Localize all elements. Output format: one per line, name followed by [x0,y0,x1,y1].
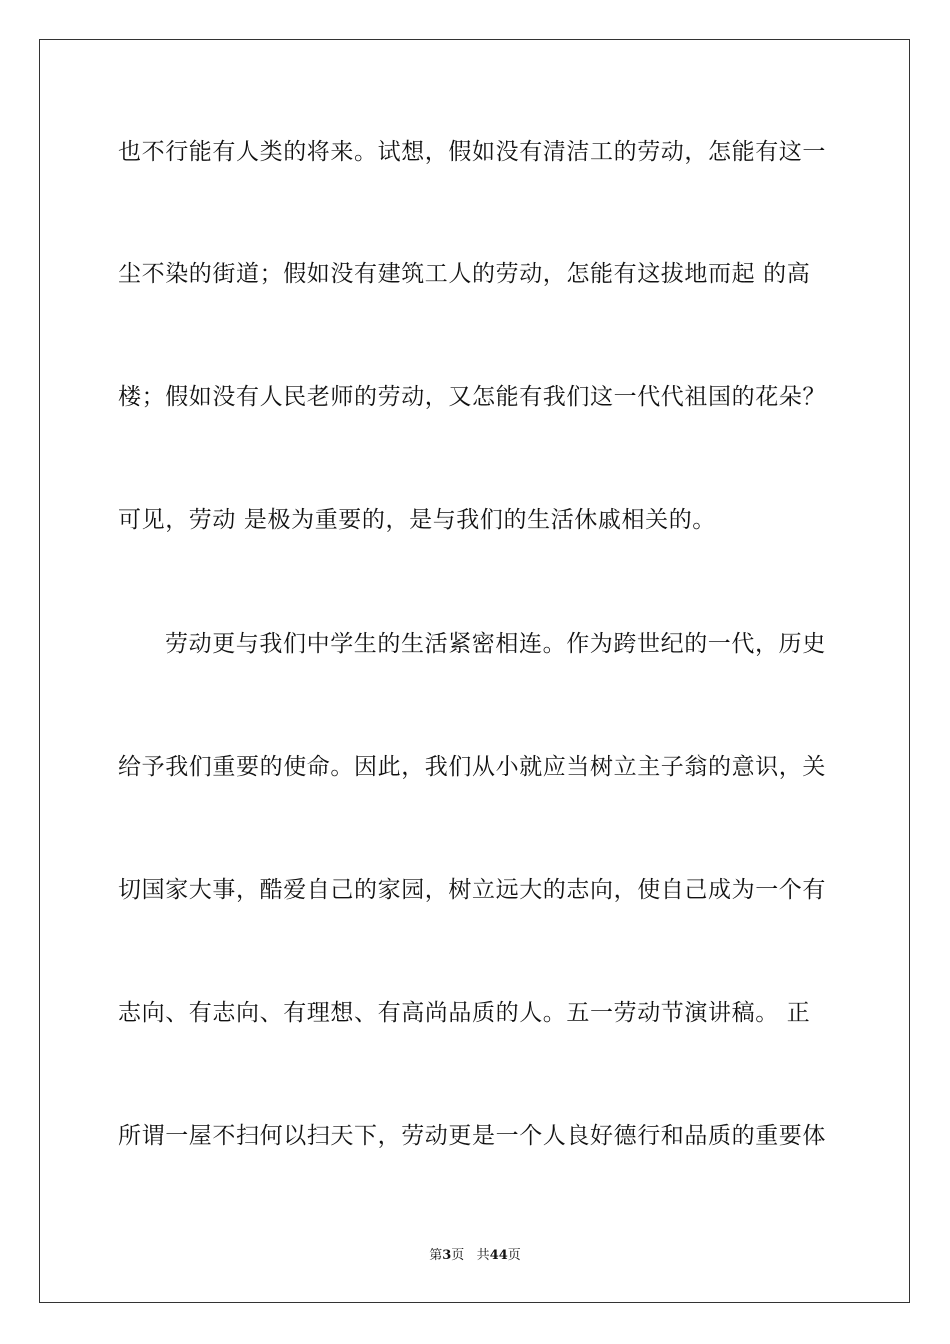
body-line-9: 所谓一屋不扫何以扫天下，劳动更是一个人良好德行和品质的重要体 [118,1123,826,1149]
body-line-5: 劳动更与我们中学生的生活紧密相连。作为跨世纪的一代，历史 [165,631,826,657]
body-line-6: 给予我们重要的使命。因此，我们从小就应当树立主子翁的意识，关 [118,754,826,780]
page-footer [0,1247,950,1265]
body-line-4: 可见，劳动 是极为重要的，是与我们的生活休戚相关的。 [118,507,716,533]
body-line-8: 志向、有志向、有理想、有高尚品质的人。五一劳动节演讲稿。 正 [118,1000,811,1026]
footer-page-suffix: 页 [451,1248,465,1263]
footer-total-pages: 44 [489,1248,508,1263]
body-line-3: 楼；假如没有人民老师的劳动，又怎能有我们这一代代祖国的花朵？ [118,384,826,410]
body-line-7: 切国家大事，酷爱自己的家园，树立远大的志向，使自己成为一个有 [118,877,826,903]
footer-page-number: 3 [442,1248,452,1263]
page-border [39,39,910,1303]
body-line-1: 也不行能有人类的将来。试想，假如没有清洁工的劳动，怎能有这一 [118,139,826,165]
body-line-2: 尘不染的街道；假如没有建筑工人的劳动，怎能有这拔地而起 的高 [118,261,811,287]
footer-total-prefix: 共 [476,1248,490,1263]
footer-total-suffix: 页 [507,1248,521,1263]
footer-page-prefix: 第 [429,1248,443,1263]
